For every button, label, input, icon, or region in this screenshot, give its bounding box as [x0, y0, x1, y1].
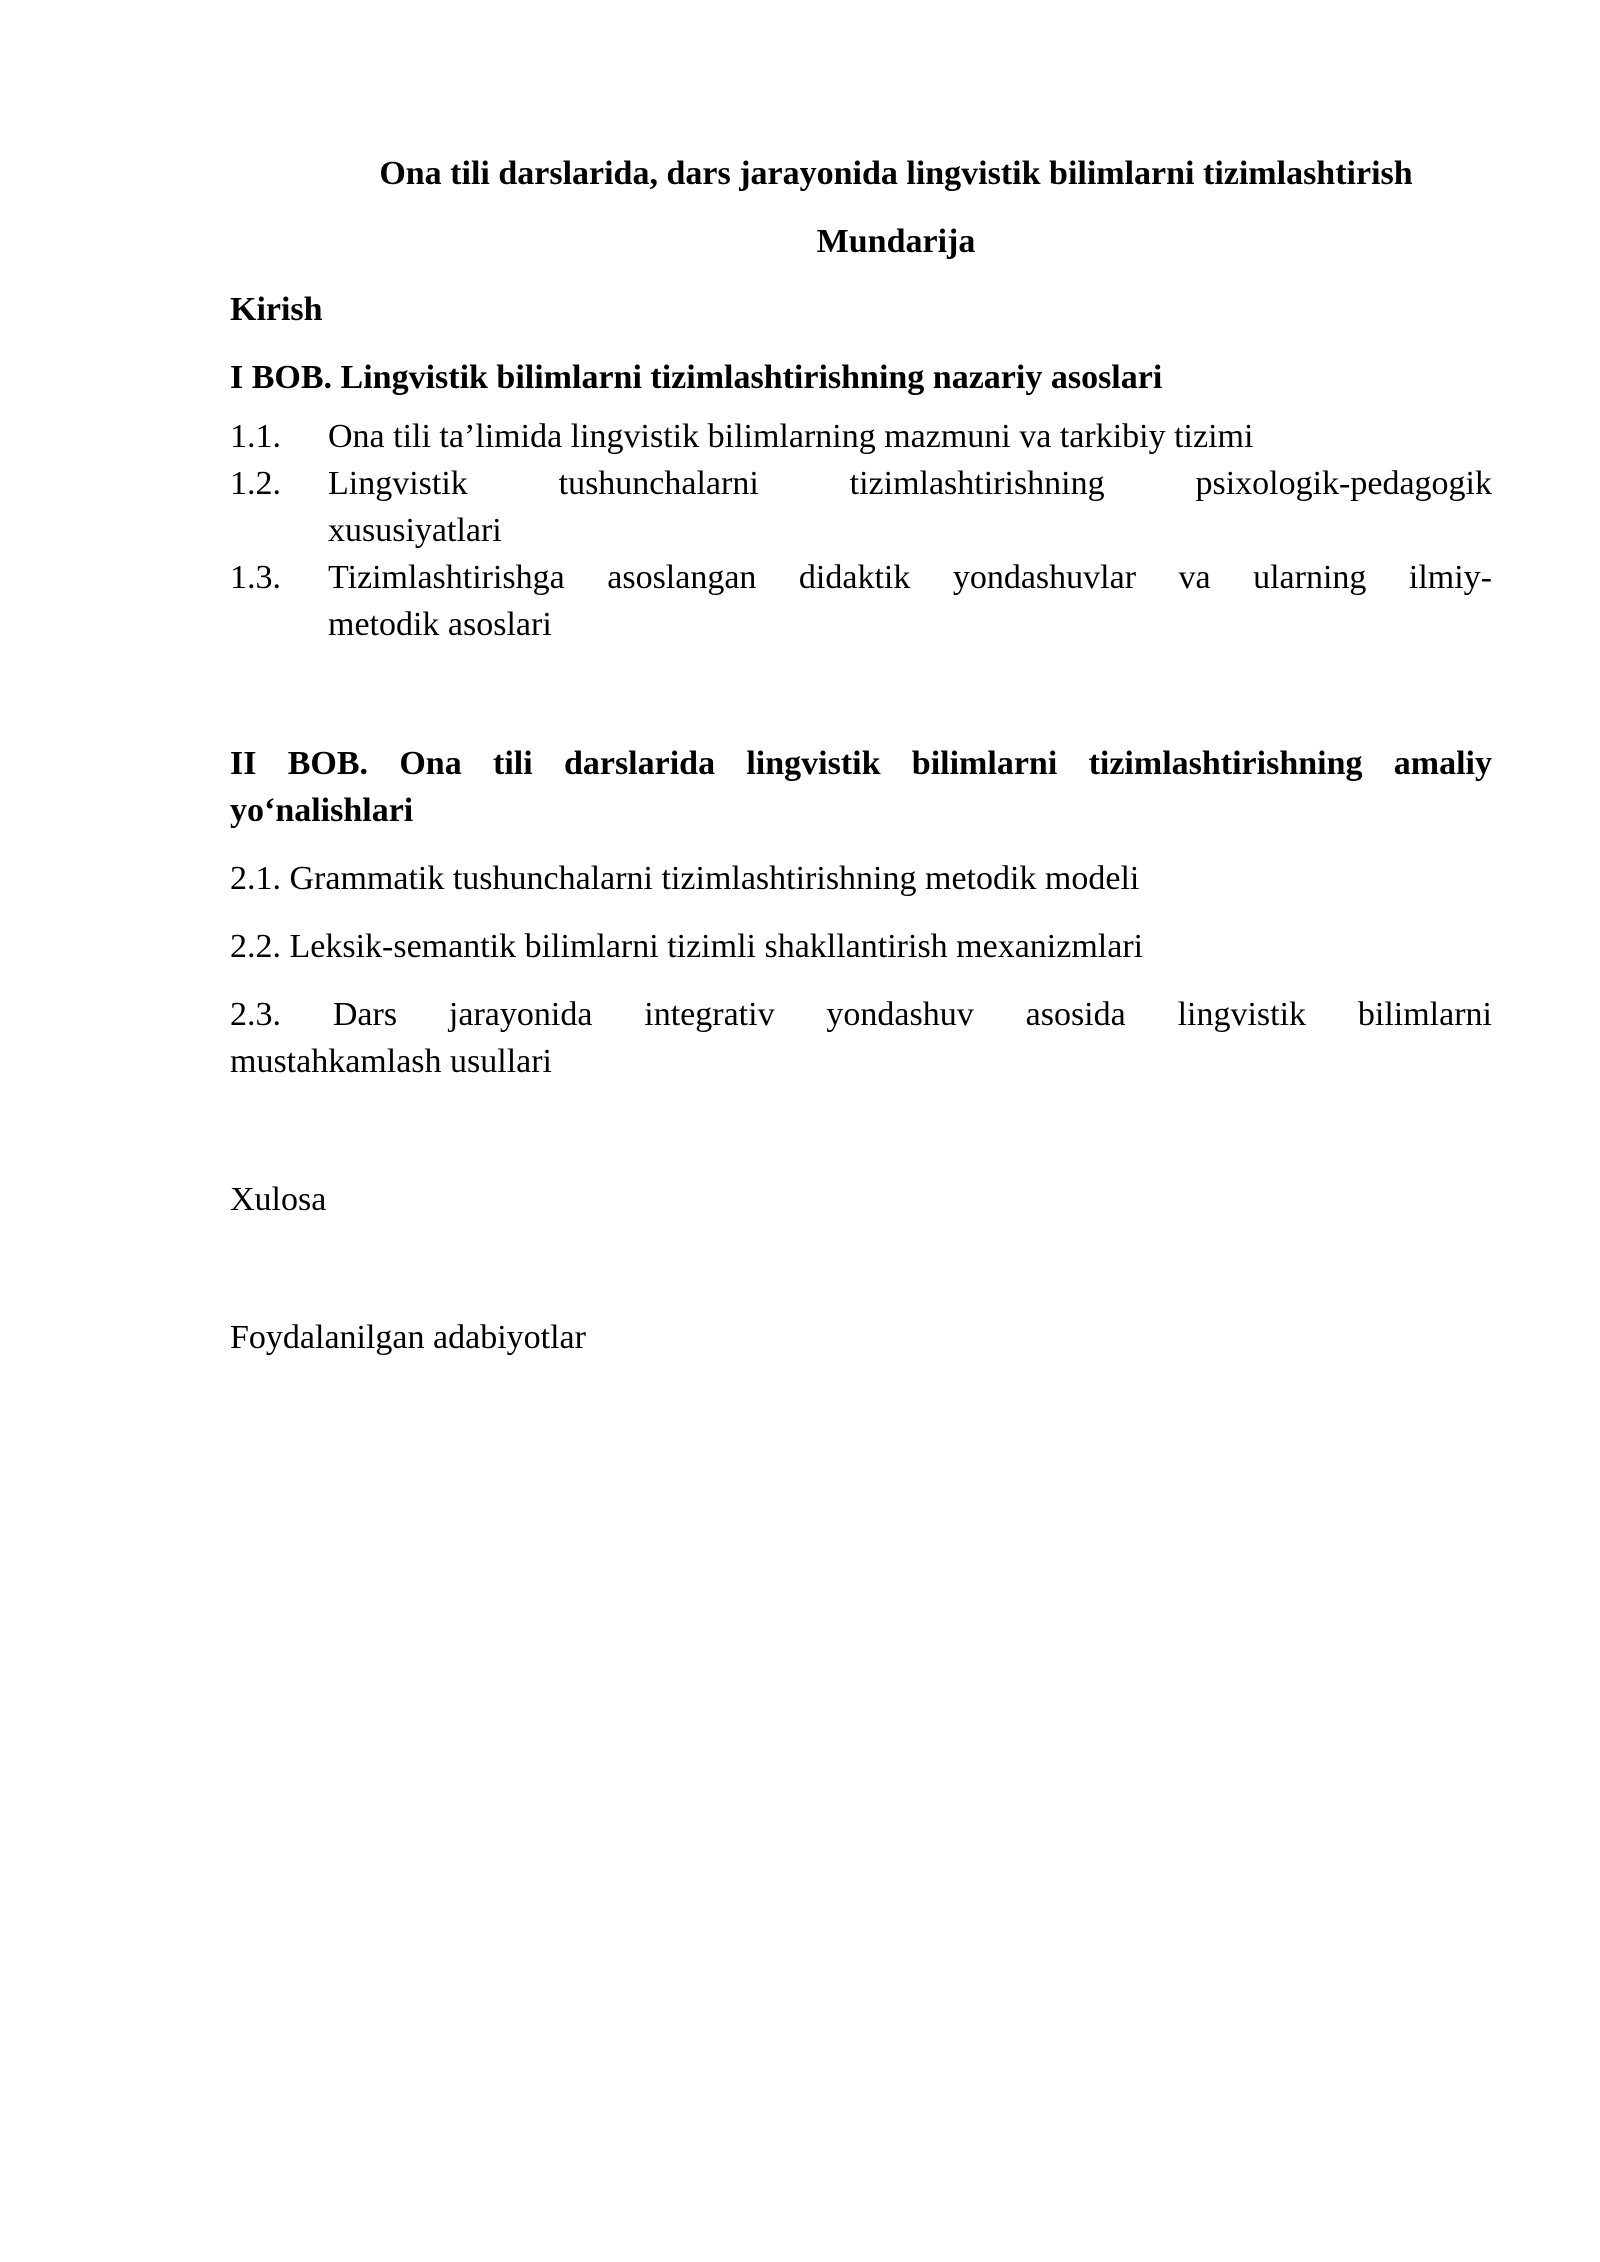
- toc-entry-references: Foydalanilgan adabiyotlar: [230, 1319, 586, 1356]
- toc-entry-1-3: [230, 554, 1492, 648]
- toc-entry-conclusion: Xulosa: [230, 1181, 327, 1218]
- toc-entry-text: [328, 554, 1492, 648]
- toc-entry-text-line1: Ona tili ta’limida lingvistik bilimlarning mazmuni va tarkibiy tizimi: [328, 418, 1254, 455]
- toc-chapter-2-title: [230, 740, 1492, 834]
- document-title: Ona tili darslarida, dars jarayonida lingvistik bilimlarni tizimlashtirish: [379, 155, 1413, 192]
- toc-entry-number: 1.2.: [230, 465, 281, 502]
- toc-entry-2-3: [230, 991, 1492, 1085]
- toc-entry-text-line2: metodik asoslari: [328, 606, 552, 643]
- toc-entry-number: 1.3.: [230, 559, 281, 596]
- document-content: [230, 150, 1492, 1361]
- toc-entry-2-3-line2: mustahkamlash usullari: [230, 1043, 553, 1080]
- toc-entry-text-line1: Tizimlashtirishga asoslangan didaktik yondashuvlar va ularning ilmiy-: [328, 559, 1492, 596]
- toc-entry-1-1: [230, 413, 1492, 460]
- toc-entry-2-3-line1: 2.3. Dars jarayonida integrativ yondashuv asosida lingvistik bilimlarni: [230, 996, 1492, 1033]
- toc-entry-2-2: 2.2. Leksik-semantik bilimlarni tizimli shakllantirish mexanizmlari: [230, 928, 1144, 965]
- toc-entry-text: [328, 460, 1492, 554]
- toc-chapter-2-title-line2: yo‘nalishlari: [230, 792, 414, 829]
- toc-chapter-1-title: I BOB. Lingvistik bilimlarni tizimlashtirishning nazariy asoslari: [230, 359, 1163, 396]
- toc-entry-text-line1: Lingvistik tushunchalarni tizimlashtirishning psixologik-pedagogik: [328, 465, 1492, 502]
- toc-entry-2-1: 2.1. Grammatik tushunchalarni tizimlashtirishning metodik modeli: [230, 860, 1140, 897]
- toc-entry-introduction: Kirish: [230, 291, 323, 328]
- toc-entry-text-line2: xususiyatlari: [328, 512, 502, 549]
- toc-entry-1-2: [230, 460, 1492, 554]
- toc-chapter-2-title-line1: II BOB. Ona tili darslarida lingvistik bilimlarni tizimlashtirishning amaliy: [230, 745, 1492, 782]
- toc-heading: Mundarija: [816, 223, 976, 260]
- toc-entry-text: [328, 413, 1492, 460]
- toc-entry-number: 1.1.: [230, 418, 281, 455]
